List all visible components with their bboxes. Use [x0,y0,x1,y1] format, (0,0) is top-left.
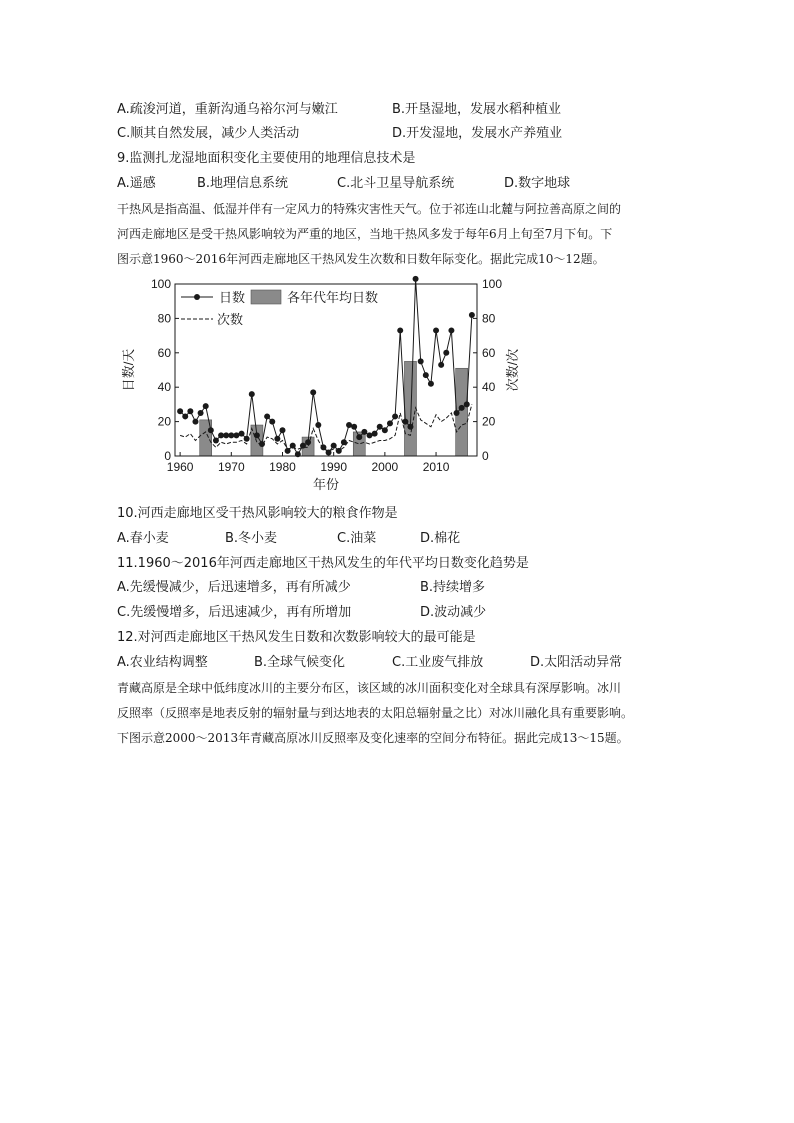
days-point-1960 [177,408,183,414]
x-tick-label: 2010 [422,460,450,474]
days-point-1970 [228,432,234,438]
days-point-1962 [187,408,193,414]
y-left-tick-label: 0 [164,449,171,463]
q10-option-a: A.春小麦 [117,531,169,546]
days-point-1985 [305,439,311,445]
legend-days-label: 日数 [219,290,246,305]
days-point-1969 [223,432,229,438]
q12-option-c: C.工业废气排放 [392,655,484,670]
passage2-line-3: 下图示意2000～2013年青藏高原冰川反照率及变化速率的空间分布特征。据此完成13～15题。 [117,731,629,745]
days-point-2016 [464,401,470,407]
q11-option-a: A.先缓慢减少，后迅速增多，再有所减少 [117,580,351,595]
y-left-axis-label: 日数/天 [121,348,136,392]
days-point-1989 [326,450,332,456]
x-tick-label: 1970 [217,460,245,474]
days-point-1980 [279,427,285,433]
q10-option-c: C.油菜 [337,531,377,546]
days-point-1984 [300,443,306,449]
passage1-line-1: 干热风是指高温、低湿并伴有一定风力的特殊灾害性天气。位于祁连山北麓与阿拉善高原之间的 [117,202,622,216]
days-point-1990 [331,443,337,449]
x-tick-label: 2000 [371,460,399,474]
y-left-tick-label: 60 [157,345,171,360]
y-right-tick-label: 60 [482,345,496,360]
decade-average-bar-5 [404,361,416,456]
days-point-2003 [397,327,403,333]
legend-decade-swatch [251,290,281,304]
days-point-1964 [198,410,204,416]
q10-option-b: B.冬小麦 [225,531,278,546]
y-right-tick-label: 100 [482,277,503,291]
days-point-1986 [310,389,316,395]
y-left-tick-label: 80 [157,311,171,326]
q9-option-d: D.数字地球 [504,176,571,191]
days-point-2010 [433,327,439,333]
days-point-1981 [285,448,291,454]
q12-option-b: B.全球气候变化 [254,655,346,670]
legend-days-marker [194,294,200,300]
x-tick-label: 1990 [320,460,348,474]
x-tick-label: 1980 [269,460,296,474]
q8-option-b: B.开垦湿地，发展水稻种植业 [392,102,562,117]
days-point-1987 [315,422,321,428]
days-point-1998 [372,431,378,437]
y-right-tick-label: 0 [482,449,489,463]
days-point-1992 [341,439,347,445]
days-point-1971 [233,432,239,438]
days-point-2013 [448,327,454,333]
q10-stem: 10.河西走廊地区受干热风影响较大的粮食作物是 [117,506,398,521]
days-point-1978 [269,419,275,425]
days-point-1973 [244,436,250,442]
q8-option-c: C.顺其自然发展，减少人类活动 [117,126,300,141]
days-point-1999 [377,424,383,430]
q11-stem: 11.1960～2016年河西走廊地区干热风发生的年代平均日数变化趋势是 [117,556,529,571]
days-point-1961 [182,413,188,419]
days-point-2005 [407,424,413,430]
q8-option-d: D.开发湿地，发展水产养殖业 [392,126,563,141]
y-right-tick-label: 40 [482,380,496,395]
y-left-tick-label: 100 [150,277,171,291]
passage2-line-2: 反照率（反照率是地表反射的辐射量与到达地表的太阳总辐射量之比）对冰川融化具有重要影响。 [117,706,634,720]
dry-hot-wind-chart [115,275,535,497]
days-point-2002 [392,413,398,419]
q11-option-c: C.先缓慢增多，后迅速减少，再有所增加 [117,605,352,620]
days-point-2011 [438,362,444,368]
days-point-1994 [351,424,357,430]
days-point-1997 [367,432,373,438]
days-point-1983 [295,451,301,457]
days-point-2000 [382,427,388,433]
q12-option-a: A.农业结构调整 [117,655,208,670]
q8-option-a: A.疏浚河道，重新沟通乌裕尔河与嫩江 [117,102,338,117]
y-right-axis-label: 次数/次 [505,348,520,392]
days-point-1982 [290,443,296,449]
days-point-2012 [443,350,449,356]
days-point-1966 [208,427,214,433]
days-point-1963 [192,419,198,425]
count-series-line [180,404,472,450]
q9-option-b: B.地理信息系统 [197,176,289,191]
q11-option-d: D.波动减少 [420,605,487,620]
days-point-2015 [459,405,465,411]
days-point-1975 [254,432,260,438]
days-point-1979 [274,436,280,442]
days-point-1995 [356,434,362,440]
passage1-line-3: 图示意1960～2016年河西走廊地区干热风发生次数和日数年际变化。据此完成10～12题。 [117,252,605,266]
days-point-1965 [203,403,209,409]
q11-option-b: B.持续增多 [420,580,486,595]
y-right-tick-label: 20 [482,414,496,429]
plot-frame [175,284,477,456]
days-point-1977 [264,413,270,419]
days-point-2014 [454,410,460,416]
y-left-tick-label: 40 [157,380,171,395]
days-point-2017 [469,312,475,318]
days-point-1996 [361,429,367,435]
days-point-2007 [418,358,424,364]
days-point-2006 [413,276,419,282]
q12-stem: 12.对河西走廊地区干热风发生日数和次数影响较大的最可能是 [117,630,476,645]
days-point-2008 [423,372,429,378]
passage1-line-2: 河西走廊地区是受干热风影响较为严重的地区，当地干热风多发于每年6月上旬至7月下旬。下 [117,227,613,241]
days-point-1976 [259,441,265,447]
days-point-2009 [428,381,434,387]
q12-option-d: D.太阳活动异常 [530,655,623,670]
days-point-1968 [218,432,224,438]
y-right-tick-label: 80 [482,311,496,326]
legend-decade-label: 各年代年均日数 [287,290,379,305]
y-left-tick-label: 20 [157,414,171,429]
q10-option-d: D.棉花 [420,531,461,546]
days-point-2004 [402,419,408,425]
legend-count-label: 次数 [217,312,244,327]
days-point-1991 [336,448,342,454]
x-tick-label: 1960 [166,460,194,474]
days-point-1974 [249,391,255,397]
passage2-line-1: 青藏高原是全球中低纬度冰川的主要分布区，该区域的冰川面积变化对全球具有深厚影响。冰川 [117,681,622,695]
q9-option-a: A.遥感 [117,176,156,191]
days-series-line [180,279,472,454]
q9-option-c: C.北斗卫星导航系统 [337,176,455,191]
days-point-1967 [213,438,219,444]
q9-stem: 9.监测扎龙湿地面积变化主要使用的地理信息技术是 [117,151,416,166]
days-point-1993 [346,422,352,428]
days-point-2001 [387,420,393,426]
days-point-1988 [320,444,326,450]
x-axis-label: 年份 [312,477,340,492]
days-point-1972 [239,431,245,437]
